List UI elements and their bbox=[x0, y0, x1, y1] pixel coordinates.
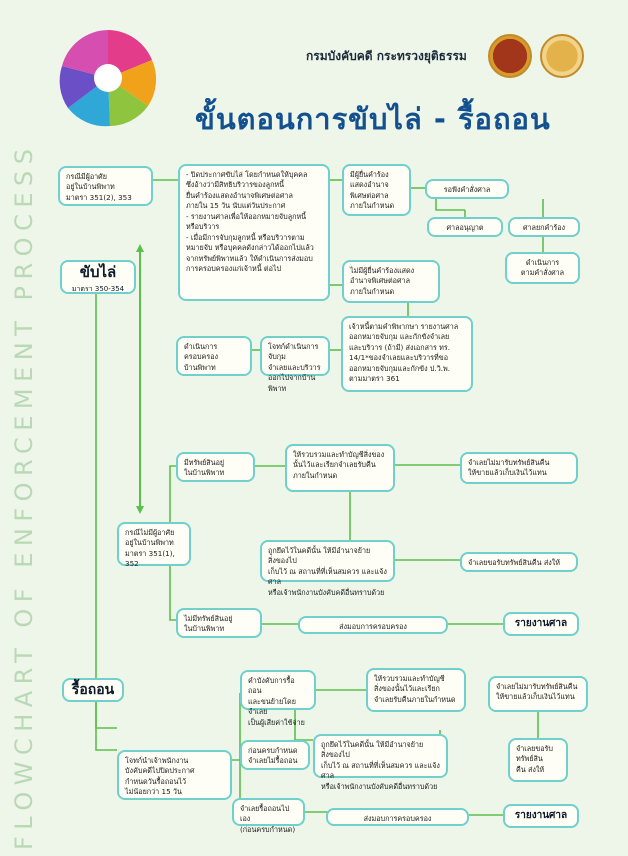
court-approves-box: ศาลอนุญาต bbox=[427, 217, 503, 237]
demolish-notice-box: โจทก์นำเจ้าพนักงาน บังคับคดีไปปิดประกาศ กำหนดวันรื้อถอนไว้ ไม่น้อยกว่า 15 วัน bbox=[117, 750, 232, 800]
handover-possession-box: ส่งมอบการครอบครอง bbox=[298, 616, 448, 634]
return-property-box: จำเลยขอรับทรัพย์สินคืน ส่งให้ bbox=[460, 552, 578, 572]
follow-court-order-box: ดำเนินการ ตามคำสั่งศาล bbox=[505, 252, 580, 284]
evict-section-label bbox=[60, 260, 136, 294]
evict-title: ขับไล่ bbox=[79, 262, 117, 281]
organization-name: กรมบังคับคดี กระทรวงยุติธรรม bbox=[306, 49, 467, 63]
petition-filed-box: มีผู้ยื่นคำร้อง แสดงอำนาจ พิเศษต่อศาล ภายในกำหนด bbox=[342, 164, 411, 216]
demolish-handover-box: ส่งมอบการครอบครอง bbox=[326, 808, 469, 826]
no-property-box: ไม่มีทรัพย์สินอยู่ ในบ้านพิพาท bbox=[176, 608, 262, 638]
demolish-title: รื้อถอน bbox=[71, 682, 115, 698]
sell-unclaimed-box: จำเลยไม่มารับทรัพย์สินคืน ให้ขายแล้วเก็บเงินไว้แทน bbox=[460, 452, 578, 484]
property-inside-box: มีทรัพย์สินอยู่ ในบ้านพิพาท bbox=[176, 452, 255, 482]
page-title: ขั้นตอนการขับไล่ - รื้อถอน bbox=[195, 102, 551, 136]
resident-case-box: กรณีมีผู้อาศัย อยู่ในบ้านพิพาท มาตรา 351(2), 353 bbox=[58, 166, 153, 206]
await-court-box: รอฟังคำสั่งศาล bbox=[425, 179, 509, 199]
demolish-inventory-box: ให้รวบรวมและทำบัญชี สิ่งของนั้นไว้และเรียก จำเลยรับคืนภายในกำหนด bbox=[366, 668, 466, 712]
report-court-box-1: รายงานศาล bbox=[503, 612, 579, 636]
demolish-order-box: คำบังคับการรื้อถอน และขนย้ายโดยจำเลย เป็นผู้เสียค่าใช้จ่าย bbox=[240, 670, 316, 710]
not-demolished-box: ก่อนครบกำหนด จำเลยไม่รื้อถอน bbox=[240, 740, 310, 770]
side-title-text: FLOWCHART OF ENFORCEMENT PROCESS bbox=[10, 142, 38, 850]
arrest-warrant-box: เจ้าหนี้ตามคำพิพากษา รายงานศาล ออกหมายจับกุม และกักขังจำเลย และบริวาร (ถ้ามี) ส่งเอกสาร ทร. 14/1*ของจำเลยและบริวารที่ขอ ออกหมายจับกุมและกักขัง ป.วิ.พ. ตามมาตรา 361 bbox=[341, 316, 473, 392]
court-dismisses-box: ศาลยกคำร้อง bbox=[508, 217, 580, 237]
seized-property-box: ถูกยึดไว้ในคดีนั้น ให้มีอำนาจย้ายสิ่งของไป เก็บไว้ ณ สถานที่ที่เห็นสมควร และแจ้งศาล หรือเจ้าพนักงานบังคับคดีอื่นทราบด้วย bbox=[260, 540, 395, 582]
evict-subtitle: มาตรา 350-354 bbox=[71, 284, 125, 293]
report-court-box-2: รายงานศาล bbox=[503, 804, 579, 828]
self-demolish-box: จำเลยรื้อถอนไปเอง (ก่อนครบกำหนด) bbox=[232, 798, 305, 826]
demolish-seized-box: ถูกยึดไว้ในคดีนั้น ให้มีอำนาจย้ายสิ่งของไป เก็บไว้ ณ สถานที่ที่เห็นสมควร และแจ้งศาล หรือเจ้าพนักงานบังคับคดีอื่นทราบด้วย bbox=[313, 734, 448, 778]
plaintiff-arrest-box: โจทก์ดำเนินการจับกุม จำเลยและบริวาร ออกไปจากบ้านพิพาท bbox=[260, 336, 330, 376]
no-resident-case-box: กรณีไม่มีผู้อาศัย อยู่ในบ้านพิพาท มาตรา 351(1), 352 bbox=[117, 522, 191, 566]
demolish-sell-box: จำเลยไม่มารับทรัพย์สินคืน ให้ขายแล้วเก็บเงินไว้แทน bbox=[488, 676, 588, 712]
eviction-notice-box: - ปิดประกาศขับไล่ โดยกำหนดให้บุคคล ซึ่งอ้างว่ามีสิทธิบริวารของลูกหนี้ ยื่นคำร้องแสดงอำนาจพิเศษต่อศาล ภายใน 15 วัน นับแต่วันประกาศ - รายงานศาลเพื่อให้ออกหมายจับลูกหนี้ หรือบริวาร - เมื่อมีการจับกุมลูกหนี้ หรือบริวารตาม หมายจับ หรือบุคคลดังกล่าวได้ออกไปแล้ว จากทรัพย์พิพาทแล้ว ให้ดำเนินการส่งมอบ การครอบครองแก่เจ้าหนี้ ต่อไป bbox=[178, 164, 330, 301]
no-petition-box: ไม่มีผู้ยื่นคำร้องแสดง อำนาจพิเศษต่อศาล ภายในกำหนด bbox=[342, 260, 440, 303]
take-possession-box: ดำเนินการ ครอบครอง บ้านพิพาท bbox=[176, 336, 252, 376]
inventory-return-box: ให้รวบรวมและทำบัญชีสิ่งของ นั้นไว้และเรียกจำเลยรับคืน ภายในกำหนด bbox=[285, 444, 395, 492]
demolish-return-box: จำเลยขอรับ ทรัพย์สิน คืน ส่งให้ bbox=[508, 738, 568, 782]
demolish-section-label bbox=[62, 678, 124, 702]
